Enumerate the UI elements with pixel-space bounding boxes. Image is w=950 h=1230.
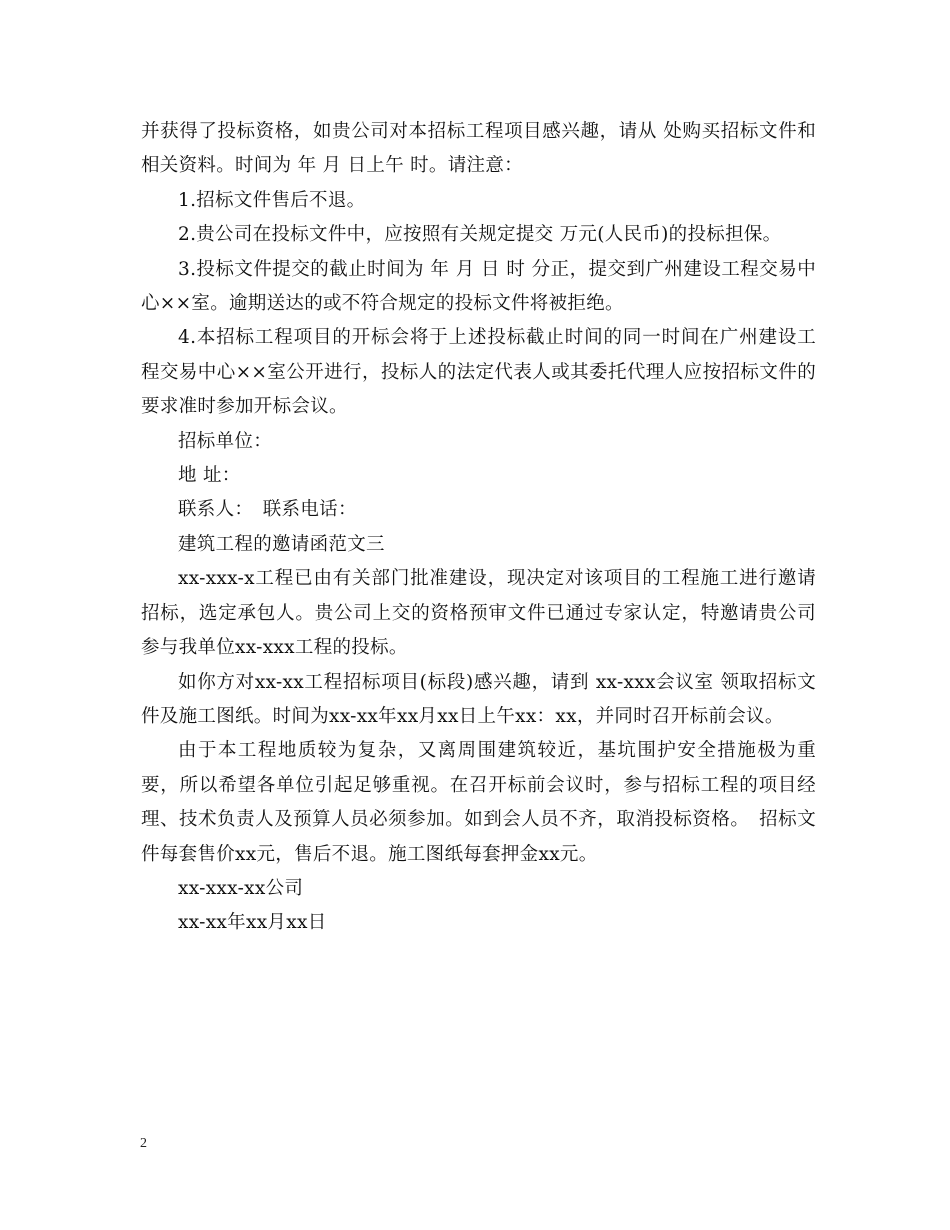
signature-company: xx-xxx-xx公司	[178, 877, 304, 899]
paragraph-bid-purchase-info: 并获得了投标资格，如贵公司对本招标工程项目感兴趣，请从 处购买招标文件和相关资料。时间为 年 月 日上午 时。请注意：	[141, 121, 816, 177]
bidding-unit-label: 招标单位：	[178, 430, 273, 452]
notice-item-1: 1.招标文件售后不退。	[178, 189, 366, 211]
notice-item-2: 2.贵公司在投标文件中，应按照有关规定提交 万元(人民币)的投标担保。	[178, 224, 782, 246]
contact-label: 联系人： 联系电话：	[178, 499, 357, 521]
address-label: 地 址：	[178, 465, 241, 487]
document-body	[141, 115, 816, 941]
signature-date: xx-xx年xx月xx日	[178, 912, 327, 934]
section-heading: 建筑工程的邀请函范文三	[178, 533, 385, 555]
notice-item-3: 3.投标文件提交的截止时间为 年 月 日 时 分正，提交到广州建设工程交易中心××室。逾期送达的或不符合规定的投标文件将被拒绝。	[141, 258, 816, 315]
paragraph-meeting-info: 如你方对xx-xx工程招标项目(标段)感兴趣，请到 xx-xxx会议室 领取招标文件及施工图纸。时间为xx-xx年xx月xx日上午xx：xx，并同时召开标前会议。	[141, 671, 816, 727]
page-number: 2	[140, 1136, 147, 1151]
notice-item-4: 4.本招标工程项目的开标会将于上述投标截止时间的同一时间在广州建设工程交易中心××室公开进行，投标人的法定代表人或其委托代理人应按招标文件的要求准时参加开标会议。	[141, 327, 816, 418]
paragraph-project-approval: xx-xxx-x工程已由有关部门批准建设，现决定对该项目的工程施工进行邀请招标，选定承包人。贵公司上交的资格预审文件已通过专家认定，特邀请贵公司参与我单位xx-xxx工程的投标。	[141, 568, 816, 659]
paragraph-site-conditions: 由于本工程地质较为复杂，又离周围建筑较近，基坑围护安全措施极为重要，所以希望各单位引起足够重视。在召开标前会议时，参与招标工程的项目经理、技术负责人及预算人员必须参加。如到会人员不齐，取消投标资格。 招标文件每套售价xx元，售后不退。施工图纸每套押金xx元。	[141, 740, 816, 865]
